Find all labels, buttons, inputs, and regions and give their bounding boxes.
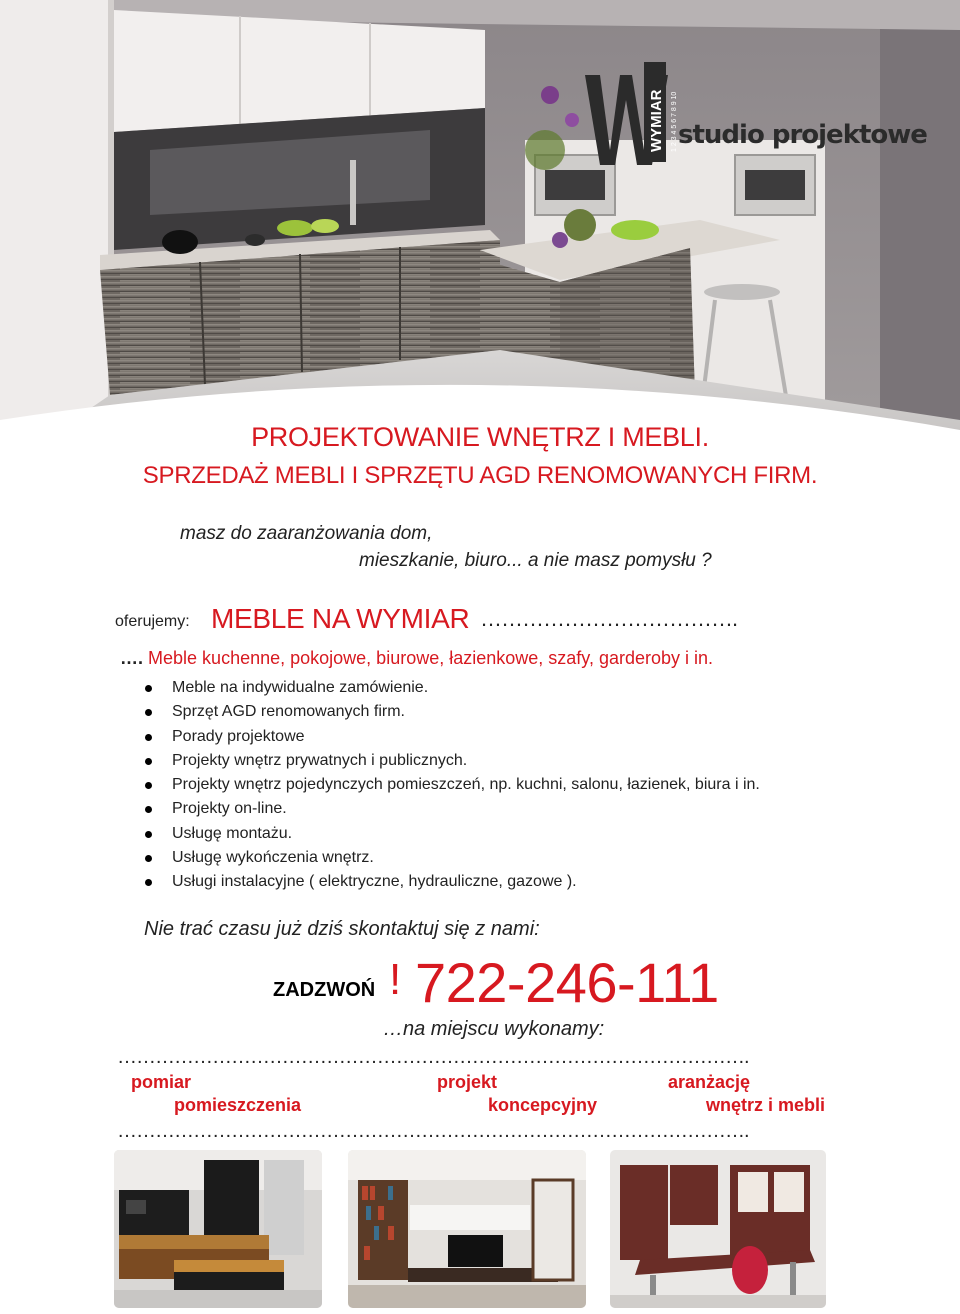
lead-dots: …. (120, 648, 144, 668)
logo-wordmark: WYMIAR (648, 89, 665, 152)
tagline-line-1: masz do zaaranżowania dom, (180, 523, 433, 544)
logo-caption: studio projektowe (678, 120, 927, 150)
offer-dots: ………………………………. (480, 606, 738, 631)
contact-prompt: Nie trać czasu już dziś skontaktuj się z nami: (144, 918, 540, 940)
list-item: Sprzęt AGD renomowanych firm. (145, 700, 760, 724)
bullet-icon (145, 855, 152, 862)
photo-kitchen (114, 1150, 322, 1308)
photo-office (610, 1150, 826, 1308)
bullet-icon (145, 879, 152, 886)
bullet-icon (145, 685, 152, 692)
bullet-icon (145, 831, 152, 838)
onsite-service-1-line-1: pomiar (131, 1072, 192, 1092)
list-item: Porady projektowe (145, 725, 760, 749)
offer-label: oferujemy: (115, 613, 190, 630)
list-item: Usługę montażu. (145, 822, 760, 846)
services-list (145, 676, 760, 895)
call-label: ZADZWOŃ (273, 979, 376, 1001)
bullet-icon (145, 734, 152, 741)
list-item: Usługi instalacyjne ( elektryczne, hydrauliczne, gazowe ). (145, 870, 760, 894)
divider-dots-bottom: ………………………………………………………………………………………. (117, 1120, 749, 1142)
onsite-service-2-line-1: projekt (437, 1072, 498, 1092)
onsite-service-2-line-2: koncepcyjny (488, 1095, 598, 1115)
divider-dots-top: ………………………………………………………………………………………. (117, 1046, 749, 1068)
bullet-icon (145, 782, 152, 789)
furniture-types-line (120, 648, 713, 669)
bullet-icon (145, 806, 152, 813)
photo-living-room (348, 1150, 586, 1308)
bullet-icon (145, 709, 152, 716)
tagline-line-2: mieszkanie, biuro... a nie masz pomysłu ? (359, 550, 712, 571)
onsite-service-3-line-2: wnętrz i mebli (706, 1095, 826, 1115)
list-item: Projekty on-line. (145, 797, 760, 821)
list-item: Projekty wnętrz pojedynczych pomieszczeń, np. kuchni, salonu, łazienek, biura i in. (145, 773, 760, 797)
list-item: Projekty wnętrz prywatnych i publicznych. (145, 749, 760, 773)
onsite-service-1-line-2: pomieszczenia (174, 1095, 302, 1115)
logo-scale-digits: 1 2 3 4 5 6 7 8 9 10 (671, 91, 678, 152)
main-heading: PROJEKTOWANIE WNĘTRZ I MEBLI. (251, 422, 709, 452)
offer-headline: MEBLE NA WYMIAR (211, 603, 470, 634)
sub-heading: SPRZEDAŻ MEBLI I SPRZĘTU AGD RENOMOWANYCH FIRM. (142, 462, 818, 489)
phone-number[interactable]: 722-246-111 (415, 951, 719, 1014)
list-item: Meble na indywidualne zamówienie. (145, 676, 760, 700)
hero-kitchen-image (0, 0, 960, 490)
call-exclamation: ! (389, 955, 402, 1004)
bullet-icon (145, 758, 152, 765)
onsite-service-3-line-1: aranżację (668, 1072, 751, 1092)
onsite-heading: …na miejscu wykonamy: (383, 1018, 605, 1040)
furniture-types-text: Meble kuchenne, pokojowe, biurowe, łazienkowe, szafy, garderoby i in. (148, 648, 714, 668)
list-item: Usługę wykończenia wnętrz. (145, 846, 760, 870)
